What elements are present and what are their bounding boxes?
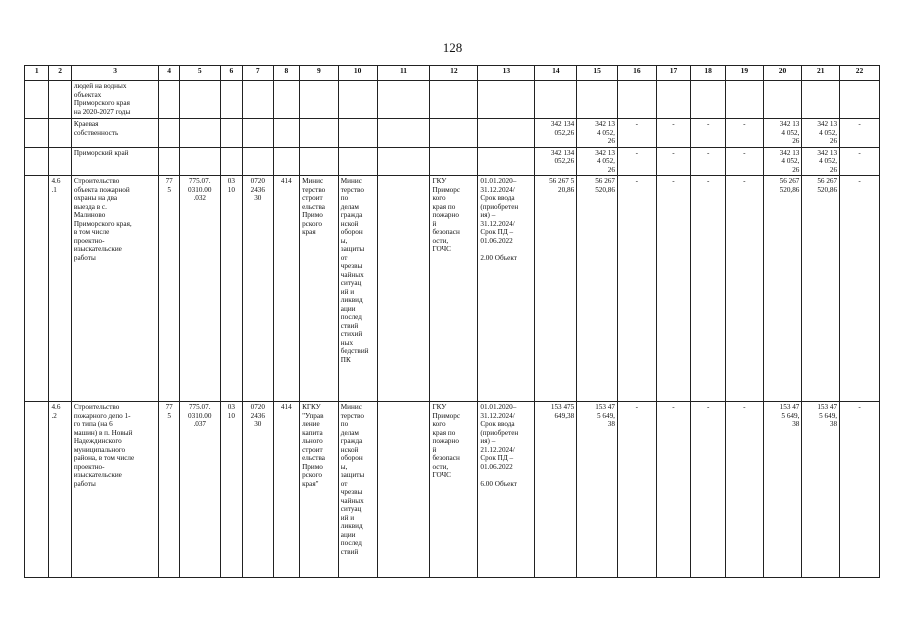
table-cell: - — [656, 119, 691, 148]
table-cell: 0720 2436 30 — [243, 176, 274, 402]
table-cell: Строительство объекта пожарной охраны на два выезда в с. Малиново Приморского края, в том числе проектно- изыскательские работы — [71, 176, 159, 402]
table-cell — [430, 81, 478, 119]
table-cell — [377, 147, 430, 176]
column-header: 11 — [377, 66, 430, 81]
table-cell: - — [840, 147, 880, 176]
column-header: 16 — [617, 66, 656, 81]
table-cell: - — [617, 176, 656, 402]
table-row — [25, 147, 880, 176]
table-cell: 153 47 5 649, 38 — [577, 402, 618, 578]
column-header: 12 — [430, 66, 478, 81]
table-cell — [300, 147, 339, 176]
table-cell: 342 13 4 052, 26 — [802, 119, 840, 148]
table-cell: 342 13 4 052, 26 — [577, 119, 618, 148]
table-cell: - — [840, 176, 880, 402]
table-cell: - — [840, 119, 880, 148]
table-cell — [338, 81, 377, 119]
table-cell: 342 134 052,26 — [535, 119, 577, 148]
column-header: 13 — [478, 66, 535, 81]
table-cell — [656, 81, 691, 119]
table-cell: - — [691, 176, 726, 402]
table-cell: 56 267 520,86 — [802, 176, 840, 402]
table-cell: 01.01.2020– 31.12.2024/ Срок ввода (приобретен ия) – 21.12.2024/ Срок ПД – 01.06.2022 6.00 Объект — [478, 402, 535, 578]
table-cell: 153 47 5 649, 38 — [802, 402, 840, 578]
table-cell: КГКУ "Управ ление капита льного строит ельства Примо рского края" — [300, 402, 339, 578]
table-cell — [273, 119, 299, 148]
column-header: 3 — [71, 66, 159, 81]
table-cell: - — [691, 147, 726, 176]
table-cell: ГКУ Приморс кого края по пожарно й безопасн ости, ГОЧС — [430, 402, 478, 578]
table-cell: 03 10 — [220, 402, 242, 578]
column-header: 14 — [535, 66, 577, 81]
table-cell — [617, 81, 656, 119]
table-cell: - — [617, 119, 656, 148]
table-cell: - — [840, 402, 880, 578]
table-cell: Краевая собственность — [71, 119, 159, 148]
column-header: 18 — [691, 66, 726, 81]
table-cell: 77 5 — [159, 402, 179, 578]
table-row — [25, 119, 880, 148]
table-cell — [49, 81, 71, 119]
table-cell — [159, 119, 179, 148]
budget-table — [24, 65, 880, 578]
table-cell — [273, 147, 299, 176]
table-cell — [577, 81, 618, 119]
table-cell — [25, 147, 49, 176]
table-cell — [243, 119, 274, 148]
table-cell — [273, 81, 299, 119]
table-cell: 414 — [273, 402, 299, 578]
table-cell: 4.6 .2 — [49, 402, 71, 578]
table-cell: - — [725, 147, 763, 176]
column-header: 20 — [763, 66, 802, 81]
table-cell: 0720 2436 30 — [243, 402, 274, 578]
table-cell: Минис терство строит ельства Примо рского края — [300, 176, 339, 402]
table-cell: людей на водных объектах Приморского края на 2020-2027 годы — [71, 81, 159, 119]
table-cell: 414 — [273, 176, 299, 402]
table-cell: Приморский край — [71, 147, 159, 176]
column-header: 1 — [25, 66, 49, 81]
table-cell — [49, 119, 71, 148]
table-cell — [377, 119, 430, 148]
table-cell: 4.6 .1 — [49, 176, 71, 402]
table-cell: 03 10 — [220, 176, 242, 402]
table-cell: 342 13 4 052, 26 — [763, 119, 802, 148]
table-cell — [25, 176, 49, 402]
column-header: 8 — [273, 66, 299, 81]
column-header: 2 — [49, 66, 71, 81]
table-cell — [478, 147, 535, 176]
table-cell — [478, 119, 535, 148]
column-header: 19 — [725, 66, 763, 81]
table-cell: 56 267 520,86 — [577, 176, 618, 402]
table-cell: 342 134 052,26 — [535, 147, 577, 176]
table-cell: Строительство пожарного депо 1- го типа (на 6 машин) в п. Новый Надеждинского муниципального района, в том числе проектно- изыскательские работы — [71, 402, 159, 578]
table-row — [25, 176, 880, 402]
page-number: 128 — [442, 40, 463, 55]
table-cell: - — [725, 402, 763, 578]
column-header: 6 — [220, 66, 242, 81]
table-cell: - — [691, 119, 726, 148]
table-row — [25, 402, 880, 578]
column-header: 17 — [656, 66, 691, 81]
table-cell: 342 13 4 052, 26 — [763, 147, 802, 176]
table-cell — [338, 147, 377, 176]
table-cell: 01.01.2020– 31.12.2024/ Срок ввода (приобретен ия) – 31.12.2024/ Срок ПД – 01.06.2022 2.00 Объект — [478, 176, 535, 402]
table-cell: - — [691, 402, 726, 578]
table-cell — [220, 81, 242, 119]
table-cell — [25, 81, 49, 119]
table-row — [25, 81, 880, 119]
table-cell: 775.07. 0310.00 .032 — [179, 176, 220, 402]
table-cell: 77 5 — [159, 176, 179, 402]
table-cell: - — [617, 402, 656, 578]
table-cell: 775.07. 0310.00 .037 — [179, 402, 220, 578]
table-cell — [802, 81, 840, 119]
table-cell — [243, 147, 274, 176]
table-cell — [691, 81, 726, 119]
table-cell — [179, 81, 220, 119]
table-cell — [179, 147, 220, 176]
column-header: 21 — [802, 66, 840, 81]
column-header: 9 — [300, 66, 339, 81]
table-cell: 56 267 5 20,86 — [535, 176, 577, 402]
table-cell: 342 13 4 052, 26 — [577, 147, 618, 176]
column-header: 4 — [159, 66, 179, 81]
table-cell: Минис терство по делам гражда нской оборон ы, защиты от чрезвы чайных ситуац ий и ликвид ации послед ствий — [338, 402, 377, 578]
table-cell: - — [656, 147, 691, 176]
table-cell: - — [725, 176, 763, 402]
column-header: 5 — [179, 66, 220, 81]
column-header: 10 — [338, 66, 377, 81]
table-cell — [243, 81, 274, 119]
table-cell: ГКУ Приморс кого края по пожарно й безопасн ости, ГОЧС — [430, 176, 478, 402]
table-cell — [430, 119, 478, 148]
table-cell — [338, 119, 377, 148]
table-cell: - — [617, 147, 656, 176]
column-header: 22 — [840, 66, 880, 81]
table-cell — [300, 119, 339, 148]
table-cell: - — [656, 402, 691, 578]
table-cell — [179, 119, 220, 148]
table-cell — [159, 81, 179, 119]
table-cell — [49, 147, 71, 176]
table-cell — [159, 147, 179, 176]
table-cell — [377, 402, 430, 578]
table-cell: 56 267 520,86 — [763, 176, 802, 402]
column-header: 7 — [243, 66, 274, 81]
table-cell — [840, 81, 880, 119]
table-cell — [220, 119, 242, 148]
table-cell — [478, 81, 535, 119]
table-body — [25, 81, 880, 578]
header-row — [25, 66, 880, 81]
table-cell: Минис терство по делам гражда нской оборон ы, защиты от чрезвы чайных ситуац ий и ликвид ации послед ствий стихий ных бедствий ПК — [338, 176, 377, 402]
table-cell: 153 475 649,38 — [535, 402, 577, 578]
table-cell: - — [725, 119, 763, 148]
table-cell — [25, 119, 49, 148]
table-cell — [220, 147, 242, 176]
table-cell — [535, 81, 577, 119]
table-cell: - — [656, 176, 691, 402]
table-cell — [763, 81, 802, 119]
column-header: 15 — [577, 66, 618, 81]
table-cell — [377, 81, 430, 119]
table-cell — [300, 81, 339, 119]
table-cell — [430, 147, 478, 176]
table-cell — [377, 176, 430, 402]
table-cell: 153 47 5 649, 38 — [763, 402, 802, 578]
table-cell — [25, 402, 49, 578]
table-cell — [725, 81, 763, 119]
table-cell: 342 13 4 052, 26 — [802, 147, 840, 176]
